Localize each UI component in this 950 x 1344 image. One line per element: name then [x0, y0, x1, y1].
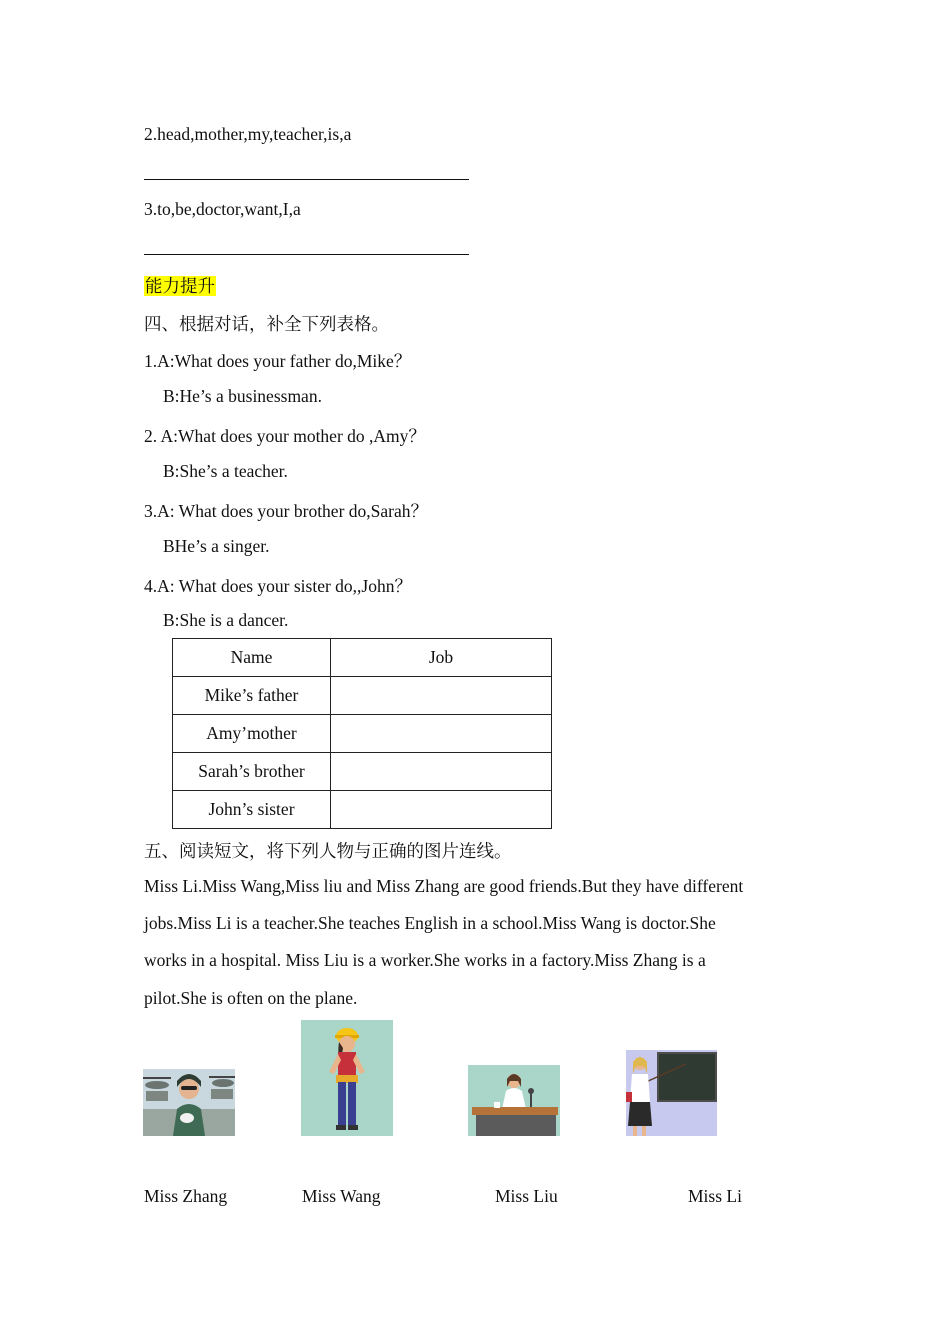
dialogue-3-question: 3.A: What does your brother do,Sarah？: [144, 501, 428, 521]
answer-line-3: [144, 254, 469, 255]
row-name: Sarah’s brother: [173, 753, 331, 791]
name-miss-liu: Miss Liu: [495, 1186, 558, 1206]
section-tag-label: 能力提升: [145, 276, 215, 296]
teacher-picture: [626, 1050, 717, 1136]
name-miss-li: Miss Li: [688, 1186, 742, 1206]
passage-line-1: Miss Li.Miss Wang,Miss liu and Miss Zhang are good friends.But they have different: [144, 876, 744, 896]
job-table: [172, 638, 552, 829]
table-row: [173, 715, 552, 753]
table-header-row: [173, 639, 552, 677]
dialogue-2-answer: B:She’s a teacher.: [163, 461, 288, 481]
row-name: John’s sister: [173, 791, 331, 829]
name-miss-zhang: Miss Zhang: [144, 1186, 228, 1206]
pilot-picture: [143, 1069, 235, 1136]
passage-line-3: works in a hospital. Miss Liu is a worker.She works in a factory.Miss Zhang is a: [144, 950, 706, 970]
section-tag: [144, 273, 216, 298]
doctor-picture: [468, 1065, 560, 1136]
section4-heading: 四、根据对话，补全下列表格。: [144, 314, 389, 334]
dialogue-1-question: 1.A:What does your father do,Mike？: [144, 351, 412, 371]
dialogue-4-question: 4.A: What does your sister do,,John？: [144, 576, 412, 596]
row-job-blank[interactable]: [331, 677, 552, 715]
header-name: Name: [173, 639, 331, 677]
dialogue-2-question: 2. A:What does your mother do ,Amy？: [144, 426, 426, 446]
row-job-blank[interactable]: [331, 753, 552, 791]
section5-heading: 五、阅读短文，将下列人物与正确的图片连线。: [144, 841, 512, 861]
header-job: Job: [331, 639, 552, 677]
dialogue-4-answer: B:She is a dancer.: [163, 610, 289, 630]
passage-line-2: jobs.Miss Li is a teacher.She teaches English in a school.Miss Wang is doctor.She: [144, 913, 716, 933]
answer-line-2: [144, 179, 469, 180]
table-row: [173, 791, 552, 829]
dialogue-3-answer: BHe’s a singer.: [163, 536, 270, 556]
table-row: [173, 677, 552, 715]
row-name: Amy’mother: [173, 715, 331, 753]
row-job-blank[interactable]: [331, 791, 552, 829]
name-miss-wang: Miss Wang: [302, 1186, 381, 1206]
dialogue-1-answer: B:He’s a businessman.: [163, 386, 322, 406]
sentence-item-2: 2.head,mother,my,teacher,is,a: [144, 124, 352, 144]
row-job-blank[interactable]: [331, 715, 552, 753]
sentence-item-3: 3.to,be,doctor,want,I,a: [144, 199, 301, 219]
passage-line-4: pilot.She is often on the plane.: [144, 988, 358, 1008]
table-row: [173, 753, 552, 791]
worker-picture: [301, 1020, 393, 1136]
row-name: Mike’s father: [173, 677, 331, 715]
